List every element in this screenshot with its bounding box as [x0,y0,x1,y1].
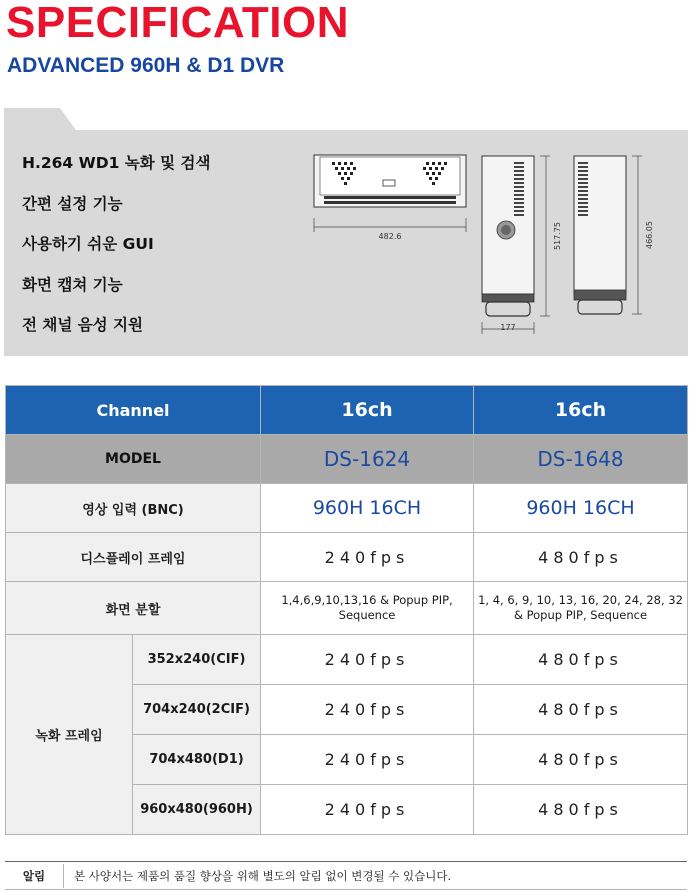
display-frame-row [6,533,688,582]
note-divider [5,861,687,862]
spec-table [5,385,688,835]
record-frame-value: 480fps [474,635,688,685]
page-subtitle: ADVANCED 960H & D1 DVR [7,54,285,77]
feature-list [22,150,210,353]
channel-value: 16ch [474,386,688,435]
side-depth-dimension: 517.75 [553,222,562,250]
resolution-label: 704x240(2CIF) [133,685,261,735]
display-frame-value: 480fps [474,533,688,582]
video-input-value: 960H 16CH [474,484,688,533]
resolution-label: 704x480(D1) [133,735,261,785]
video-input-label: 영상 입력 (BNC) [6,484,261,533]
rear-depth-dimension: 466.05 [645,221,654,249]
notice-table [5,864,687,888]
display-frame-value: 240fps [261,533,474,582]
resolution-label: 960x480(960H) [133,785,261,835]
record-frame-value: 480fps [474,735,688,785]
record-frame-value: 240fps [261,785,474,835]
front-width-dimension: 482.6 [378,232,402,241]
feature-item: 사용하기 쉬운 GUI [22,235,154,254]
notice-text: 본 사양서는 제품의 품질 향상을 위해 별도의 알림 없이 변경될 수 있습니다. [74,869,452,883]
screen-split-row [6,582,688,635]
rear-view-drawing [574,156,654,314]
model-row [6,435,688,484]
feature-item: 화면 캡쳐 기능 [22,275,123,294]
record-frame-value: 240fps [261,735,474,785]
model-label: MODEL [6,435,261,484]
record-frame-value: 240fps [261,685,474,735]
feature-item: 전 채널 음성 지원 [22,316,144,335]
record-frame-value: 480fps [474,785,688,835]
feature-item: 간편 설정 기능 [22,194,123,213]
model-value: DS-1624 [261,435,474,484]
video-input-value: 960H 16CH [261,484,474,533]
display-frame-label: 디스플레이 프레임 [6,533,261,582]
record-frame-value: 240fps [261,635,474,685]
channel-label: Channel [6,386,261,435]
video-input-row [6,484,688,533]
notice-label: 알림 [5,864,64,888]
dimension-drawing [310,148,662,338]
channel-value: 16ch [261,386,474,435]
model-value: DS-1648 [474,435,688,484]
note-divider [5,889,687,890]
channel-row [6,386,688,435]
page-title: SPECIFICATION [6,0,350,47]
record-frame-row [6,635,688,685]
record-frame-label: 녹화 프레임 [6,635,133,835]
resolution-label: 352x240(CIF) [133,635,261,685]
screen-split-value: 1, 4, 6, 9, 10, 13, 16, 20, 24, 28, 32 & Popup PIP, Sequence [474,582,688,635]
screen-split-value: 1,4,6,9,10,13,16 & Popup PIP, Sequence [261,582,474,635]
record-frame-value: 480fps [474,685,688,735]
front-view-drawing [314,155,466,241]
side-view-drawing [482,156,562,334]
side-width-dimension: 177 [500,323,516,332]
feature-item: H.264 WD1 녹화 및 검색 [22,154,211,172]
screen-split-label: 화면 분할 [6,582,261,635]
